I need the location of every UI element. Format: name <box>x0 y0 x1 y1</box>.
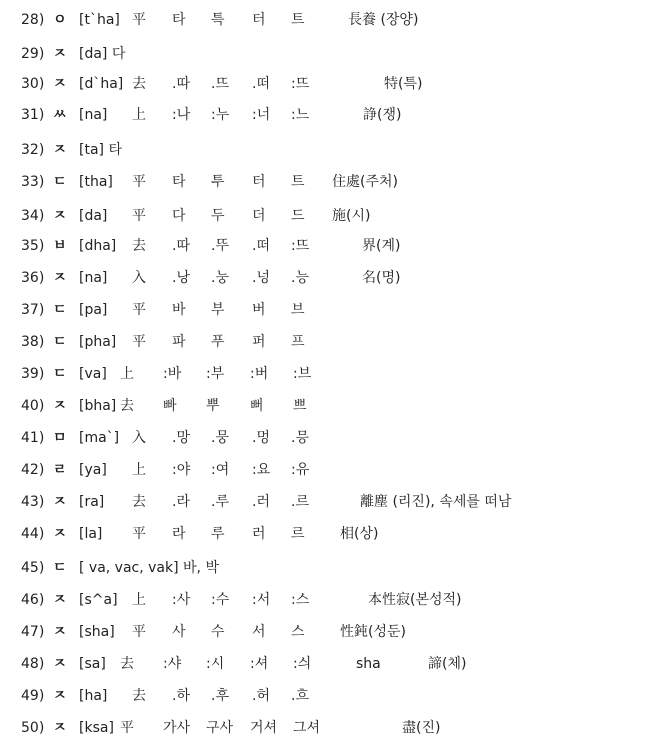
row-number: 31) <box>21 107 45 123</box>
romanization: [la] <box>79 526 103 542</box>
row-number: 30) <box>21 76 45 92</box>
reading: 타 <box>172 12 186 28</box>
row-number: 34) <box>21 208 45 224</box>
tone-mark: 入 <box>132 430 146 446</box>
row-number: 35) <box>21 238 45 254</box>
gloss: 住處(주처) <box>332 174 398 190</box>
reading: 트 <box>291 12 305 28</box>
reading: 빠 <box>163 398 177 414</box>
tone-mark: 平 <box>120 720 134 736</box>
tone-mark: 上 <box>132 592 146 608</box>
row-number: 49) <box>21 688 45 704</box>
reading: :시 <box>206 656 225 672</box>
reading: :버 <box>250 366 269 382</box>
reading: .하 <box>172 688 190 704</box>
reading: .망 <box>172 430 190 446</box>
row-number: 46) <box>21 592 45 608</box>
reading: .러 <box>252 494 270 510</box>
reading: 브 <box>291 302 305 318</box>
tone-mark: 去 <box>132 76 146 92</box>
romanization: [t`ha] <box>79 12 120 28</box>
reading: .후 <box>211 688 229 704</box>
siddham-glyph: ㅈ <box>53 46 67 62</box>
romanization: [tha] <box>79 174 113 190</box>
romanization: [dha] <box>79 238 117 254</box>
reading: 터 <box>252 174 266 190</box>
row-number: 42) <box>21 462 45 478</box>
reading: :셔 <box>250 656 269 672</box>
row-number: 37) <box>21 302 45 318</box>
siddham-glyph: ㄷ <box>53 174 67 190</box>
reading: 뿌 <box>206 398 220 414</box>
row-number: 28) <box>21 12 45 28</box>
reading: 퍼 <box>252 334 266 350</box>
tone-mark: 平 <box>132 208 146 224</box>
reading: 수 <box>211 624 225 640</box>
reading: 두 <box>211 208 225 224</box>
reading: 프 <box>291 334 305 350</box>
reading: 특 <box>211 12 225 28</box>
reading: 쁘 <box>293 398 307 414</box>
siddham-glyph: ㅇ <box>53 12 67 28</box>
reading: :서 <box>252 592 271 608</box>
tone-mark: 平 <box>132 334 146 350</box>
gloss: 施(시) <box>332 208 371 224</box>
siddham-glyph: ㄷ <box>53 302 67 318</box>
reading: .흐 <box>291 688 309 704</box>
reading: 르 <box>291 526 305 542</box>
romanization: [ra] <box>79 494 105 510</box>
tone-mark: 入 <box>132 270 146 286</box>
reading: .라 <box>172 494 190 510</box>
gloss: 離塵 (리진), 속세를 떠남 <box>360 494 512 510</box>
reading: .뚜 <box>211 238 229 254</box>
romanization: [ va, vac, vak] 바, 박 <box>79 560 219 576</box>
reading: .뜨 <box>211 76 229 92</box>
tone-mark: 去 <box>132 238 146 254</box>
tone-mark: 去 <box>132 688 146 704</box>
reading: .떠 <box>252 238 270 254</box>
reading: 푸 <box>211 334 225 350</box>
row-number: 48) <box>21 656 45 672</box>
row-number: 38) <box>21 334 45 350</box>
siddham-glyph: ㅈ <box>53 398 67 414</box>
siddham-glyph: ㄷ <box>53 560 67 576</box>
row-number: 36) <box>21 270 45 286</box>
reading: .낭 <box>172 270 190 286</box>
reading: 부 <box>211 302 225 318</box>
siddham-glyph: ㅈ <box>53 624 67 640</box>
reading: :싀 <box>293 656 312 672</box>
siddham-glyph: ㄷ <box>53 366 67 382</box>
reading: :바 <box>163 366 182 382</box>
reading: 타 <box>172 174 186 190</box>
reading: .눙 <box>211 270 229 286</box>
romanization: [ya] <box>79 462 107 478</box>
romanization: [va] <box>79 366 107 382</box>
reading: :야 <box>172 462 191 478</box>
reading: sha <box>356 656 381 672</box>
tone-mark: 平 <box>132 174 146 190</box>
tone-mark: 去 <box>132 494 146 510</box>
gloss: 特(특) <box>384 76 423 92</box>
romanization: [sha] <box>79 624 115 640</box>
row-number: 29) <box>21 46 45 62</box>
siddham-glyph: ㅁ <box>53 430 67 446</box>
tone-mark: 上 <box>132 462 146 478</box>
reading: 터 <box>252 12 266 28</box>
row-number: 39) <box>21 366 45 382</box>
gloss: 界(계) <box>362 238 401 254</box>
siddham-glyph: ㅈ <box>53 208 67 224</box>
siddham-glyph: ㅈ <box>53 592 67 608</box>
reading: 서 <box>252 624 266 640</box>
romanization: [sa] <box>79 656 106 672</box>
reading: :브 <box>293 366 312 382</box>
romanization: [na] <box>79 270 108 286</box>
gloss: 相(상) <box>340 526 379 542</box>
row-number: 44) <box>21 526 45 542</box>
siddham-glyph: ㄷ <box>53 334 67 350</box>
reading: :너 <box>252 107 271 123</box>
tone-mark: 平 <box>132 624 146 640</box>
reading: :요 <box>252 462 271 478</box>
siddham-glyph: ㄹ <box>53 462 67 478</box>
reading: :유 <box>291 462 310 478</box>
row-number: 47) <box>21 624 45 640</box>
reading: 뻐 <box>250 398 264 414</box>
reading: 버 <box>252 302 266 318</box>
romanization: [pa] <box>79 302 108 318</box>
gloss: 名(명) <box>362 270 401 286</box>
reading: :사 <box>172 592 191 608</box>
siddham-glyph: ㅈ <box>53 270 67 286</box>
siddham-glyph: ㅈ <box>53 526 67 542</box>
reading: 투 <box>211 174 225 190</box>
reading: 구사 <box>206 720 234 736</box>
reading: .믕 <box>291 430 309 446</box>
romanization: [d`ha] <box>79 76 124 92</box>
tone-mark: 去 <box>120 398 134 414</box>
gloss: 諦(체) <box>428 656 467 672</box>
romanization: [da] <box>79 208 108 224</box>
row-number: 45) <box>21 560 45 576</box>
reading: 루 <box>211 526 225 542</box>
romanization: [da] 다 <box>79 46 126 62</box>
siddham-glyph: ㅈ <box>53 76 67 92</box>
romanization: [ha] <box>79 688 108 704</box>
reading: .따 <box>172 76 190 92</box>
row-number: 41) <box>21 430 45 446</box>
tone-mark: 平 <box>132 302 146 318</box>
reading: :나 <box>172 107 191 123</box>
tone-mark: 上 <box>132 107 146 123</box>
row-number: 32) <box>21 142 45 158</box>
reading: :샤 <box>163 656 182 672</box>
romanization: [ta] 타 <box>79 142 122 158</box>
romanization: [bha] <box>79 398 117 414</box>
reading: 러 <box>252 526 266 542</box>
row-number: 43) <box>21 494 45 510</box>
gloss: 長養 (장양) <box>348 12 419 28</box>
gloss: 本性寂(본성적) <box>368 592 462 608</box>
reading: 바 <box>172 302 186 318</box>
gloss: 盡(진) <box>402 720 441 736</box>
reading: 그셔 <box>293 720 321 736</box>
row-number: 33) <box>21 174 45 190</box>
romanization: [ma`] <box>79 430 120 446</box>
romanization: [pha] <box>79 334 117 350</box>
reading: 다 <box>172 208 186 224</box>
siddham-glyph: ㅈ <box>53 494 67 510</box>
tone-mark: 平 <box>132 12 146 28</box>
reading: 라 <box>172 526 186 542</box>
row-number: 40) <box>21 398 45 414</box>
reading: :뜨 <box>291 238 310 254</box>
reading: :스 <box>291 592 310 608</box>
reading: :부 <box>206 366 225 382</box>
reading: 사 <box>172 624 186 640</box>
reading: :여 <box>211 462 230 478</box>
romanization: [s^a] <box>79 592 118 608</box>
reading: 스 <box>291 624 305 640</box>
reading: :뜨 <box>291 76 310 92</box>
siddham-glyph: ㅈ <box>53 688 67 704</box>
reading: :누 <box>211 107 230 123</box>
reading: .르 <box>291 494 309 510</box>
siddham-glyph: ㅈ <box>53 656 67 672</box>
romanization: [na] <box>79 107 108 123</box>
reading: .따 <box>172 238 190 254</box>
siddham-glyph: ㅂ <box>53 238 67 254</box>
reading: :느 <box>291 107 310 123</box>
reading: .멍 <box>252 430 270 446</box>
reading: 거셔 <box>250 720 278 736</box>
tone-mark: 去 <box>120 656 134 672</box>
siddham-glyph: ㅈ <box>53 720 67 736</box>
reading: :수 <box>211 592 230 608</box>
reading: 드 <box>291 208 305 224</box>
siddham-glyph: ㅆ <box>53 107 67 123</box>
row-number: 50) <box>21 720 45 736</box>
reading: 파 <box>172 334 186 350</box>
romanization: [ksa] <box>79 720 114 736</box>
reading: .뭉 <box>211 430 229 446</box>
reading: .넝 <box>252 270 270 286</box>
reading: 가사 <box>163 720 191 736</box>
tone-mark: 平 <box>132 526 146 542</box>
reading: 더 <box>252 208 266 224</box>
reading: .허 <box>252 688 270 704</box>
reading: .능 <box>291 270 309 286</box>
siddham-glyph: ㅈ <box>53 142 67 158</box>
reading: .루 <box>211 494 229 510</box>
reading: .떠 <box>252 76 270 92</box>
gloss: 諍(쟁) <box>363 107 402 123</box>
tone-mark: 上 <box>120 366 134 382</box>
reading: 트 <box>291 174 305 190</box>
gloss: 性鈍(성둔) <box>340 624 406 640</box>
